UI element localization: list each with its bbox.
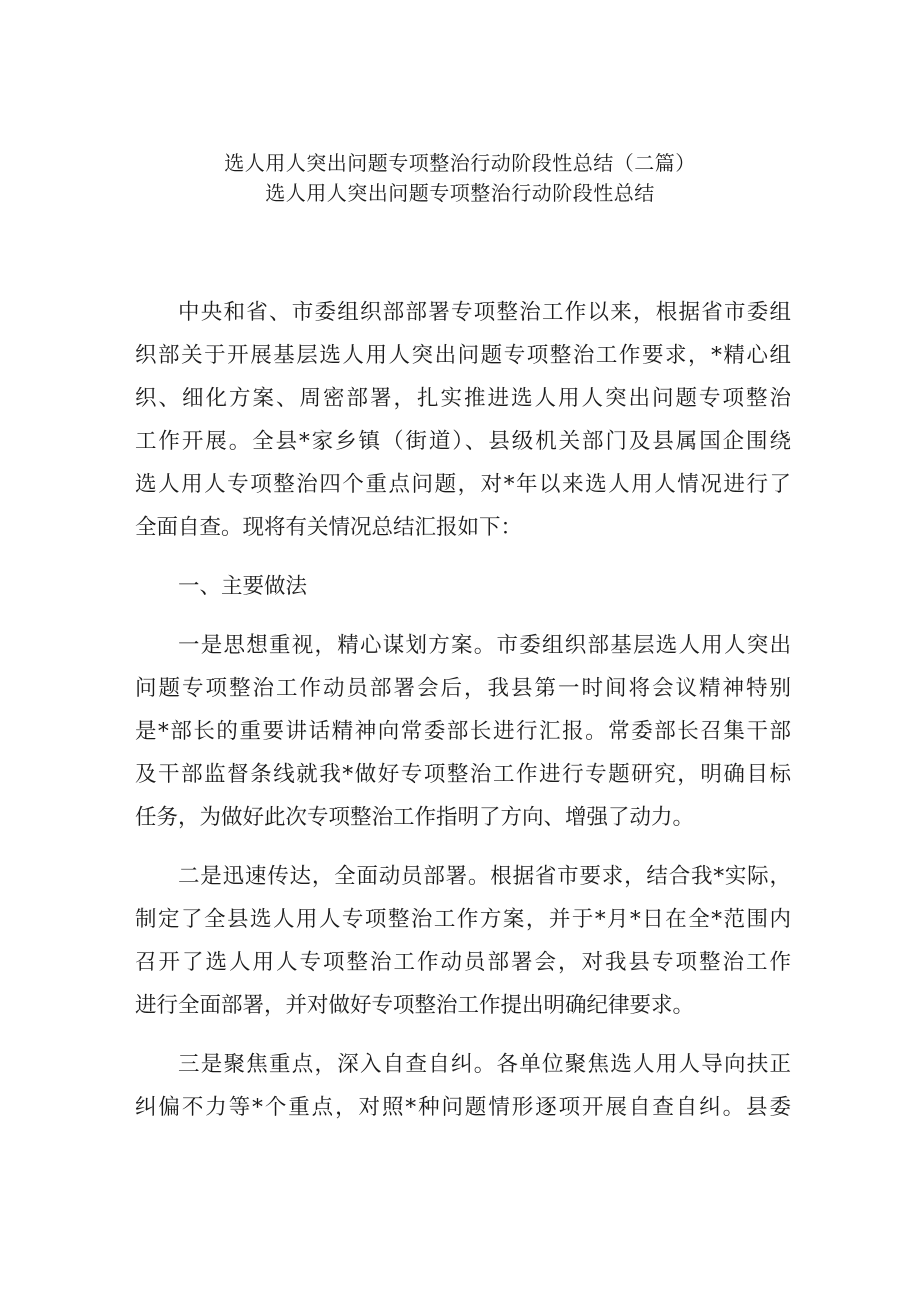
body-line: 任务，为做好此次专项整治工作指明了方向、增强了动力。 bbox=[135, 805, 695, 830]
document-title bbox=[0, 148, 920, 208]
body-line: 是*部长的重要讲话精神向常委部长进行汇报。常委部长召集干部 bbox=[135, 719, 791, 744]
body-line: 一是思想重视，精心谋划方案。市委组织部基层选人用人突出 bbox=[178, 633, 791, 658]
body-line: 织部关于开展基层选人用人突出问题专项整治工作要求，*精心组 bbox=[135, 343, 791, 368]
body-line: 问题专项整治工作动员部署会后，我县第一时间将会议精神特别 bbox=[135, 676, 791, 701]
document-body bbox=[135, 291, 791, 1129]
title-line-main: 选人用人突出问题专项整治行动阶段性总结（二篇） bbox=[224, 151, 696, 175]
body-line: 二是迅速传达，全面动员部署。根据省市要求，结合我*实际， bbox=[178, 864, 791, 889]
body-line: 制定了全县选人用人专项整治工作方案，并于*月*日在全*范围内 bbox=[135, 907, 791, 932]
section-heading: 一、主要做法 bbox=[178, 574, 308, 599]
body-line: 工作开展。全县*家乡镇（街道）、县级机关部门及县属国企围绕 bbox=[135, 429, 791, 454]
body-line: 纠偏不力等*个重点，对照*种问题情形逐项开展自查自纠。县委 bbox=[135, 1095, 791, 1120]
body-line: 及干部监督条线就我*做好专项整治工作进行专题研究，明确目标 bbox=[135, 762, 791, 787]
body-line: 选人用人专项整治四个重点问题，对*年以来选人用人情况进行了 bbox=[135, 472, 791, 497]
body-line: 进行全面部署，并对做好专项整治工作提出明确纪律要求。 bbox=[135, 993, 695, 1018]
title-line-sub: 选人用人突出问题专项整治行动阶段性总结 bbox=[265, 181, 655, 205]
body-line: 全面自查。现将有关情况总结汇报如下： bbox=[135, 515, 523, 540]
body-line: 三是聚焦重点，深入自查自纠。各单位聚焦选人用人导向扶正 bbox=[178, 1052, 791, 1077]
body-line: 召开了选人用人专项整治工作动员部署会，对我县专项整治工作 bbox=[135, 950, 791, 975]
body-line: 中央和省、市委组织部部署专项整治工作以来，根据省市委组 bbox=[178, 300, 791, 325]
body-line: 织、细化方案、周密部署，扎实推进选人用人突出问题专项整治 bbox=[135, 386, 791, 411]
